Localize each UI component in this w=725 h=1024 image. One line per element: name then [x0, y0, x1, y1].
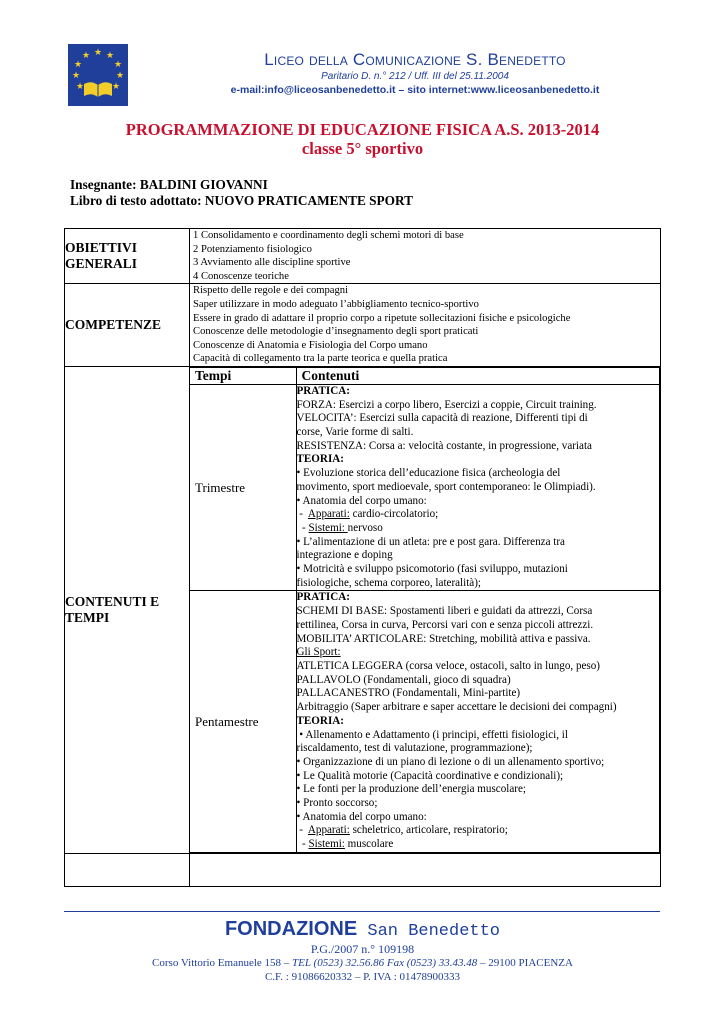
document-title — [60, 120, 665, 158]
textbook-name: Libro di testo adottato: NUOVO PRATICAMENTE SPORT — [70, 193, 414, 208]
teoria-heading: TEORIA: — [296, 453, 344, 466]
contenuti-label-line1: CONTENUTI E — [65, 593, 160, 609]
content-line — [297, 824, 660, 838]
sport-heading: Gli Sport: — [296, 646, 341, 659]
content-line: PALLACANESTRO (Fondamentali, Mini-partite) — [296, 687, 521, 700]
content-line: • Allenamento e Adattamento (i principi, effetti fisiologici, il — [296, 728, 568, 741]
school-logo — [68, 44, 128, 106]
content-line: riscaldamento, test di valutazione, programmazione); — [296, 742, 533, 755]
document-title-line2: classe 5° sportivo — [301, 139, 424, 158]
pentamestre-content — [296, 591, 660, 852]
star-icon: ★ — [74, 59, 83, 69]
apparati-text: cardio-circolatorio; — [349, 508, 439, 521]
footer-pg: P.G./2007 n.° 109198 — [310, 942, 415, 956]
dash: - — [296, 508, 308, 521]
teoria-heading: TEORIA: — [296, 714, 344, 727]
list-item: Saper utilizzare in modo adeguato l’abbigliamento tecnico-sportivo — [193, 298, 479, 310]
content-line: rettilinea, Corsa in curva, Percorsi vari con e senza piccoli attrezzi. — [296, 618, 594, 631]
content-line: • Motricità e sviluppo psicomotorio (fasi sviluppo, mutazioni — [296, 563, 568, 576]
obiettivi-label-line1: OBIETTIVI — [65, 240, 138, 256]
footer-divider — [64, 911, 660, 912]
list-item: 3 Avviamento alle discipline sportive — [193, 257, 351, 269]
obiettivi-label — [65, 229, 190, 284]
list-item: Conoscenze di Anatomia e Fisiologia del Corpo umano — [193, 339, 428, 351]
star-icon: ★ — [94, 47, 103, 57]
contenuti-label — [65, 366, 190, 853]
content-line: ATLETICA LEGGERA (corsa veloce, ostacoli, salto in lungo, peso) — [296, 660, 600, 672]
contenuti-inner-table — [190, 367, 660, 853]
empty-cell — [65, 853, 190, 886]
sistemi-text: nervoso — [347, 521, 383, 534]
document-info — [70, 177, 413, 209]
content-line: • Anatomia del corpo umano: — [296, 494, 427, 507]
address-street: Corso Vittorio Emanuele 158 – — [152, 957, 293, 969]
school-decree: Paritario D. n.° 212 / Uff. III del 25.11.2004 — [321, 71, 509, 82]
table-row-contenuti — [65, 366, 661, 853]
address-city: – 29100 PIACENZA — [477, 957, 573, 969]
period-pentamestre: Pentamestre — [190, 591, 296, 852]
star-icon: ★ — [82, 50, 91, 60]
sistemi-label: Sistemi: — [308, 838, 345, 851]
table-row-pentamestre — [190, 591, 660, 852]
table-row-trimestre — [190, 384, 660, 591]
obiettivi-list — [190, 229, 661, 284]
content-line: Arbitraggio (Saper arbitrare e saper accettare le decisioni dei compagni) — [296, 701, 617, 714]
content-line: • L’alimentazione di un atleta: pre e post gara. Differenza tra — [296, 535, 565, 548]
content-line: movimento, sport medioevale, sport contemporaneo: le Olimpiadi). — [296, 480, 596, 493]
content-line: • Le Qualità motorie (Capacità coordinative e condizionali); — [296, 769, 564, 782]
star-icon: ★ — [116, 70, 125, 80]
dash: - — [296, 824, 308, 837]
sistemi-text: muscolare — [344, 838, 394, 851]
content-line: • Le fonti per la produzione dell’energia muscolare; — [296, 783, 526, 796]
footer-brand — [60, 918, 665, 941]
content-line: • Organizzazione di un piano di lezione o di un allenamento sportivo; — [296, 755, 605, 768]
list-item: 2 Potenziamento fisiologico — [193, 243, 312, 255]
content-line — [297, 508, 660, 522]
contenuti-header-row — [190, 367, 660, 384]
content-line: fisiologiche, schema corporeo, lateralità); — [296, 576, 482, 589]
apparati-text: scheletrico, articolare, respiratorio; — [349, 824, 508, 837]
list-item: 4 Conoscenze teoriche — [193, 270, 289, 282]
table-row-empty — [65, 853, 661, 886]
competenze-list — [190, 284, 661, 367]
star-icon: ★ — [106, 50, 115, 60]
content-line: FORZA: Esercizi a corpo libero, Esercizi a coppie, Circuit training. — [296, 398, 597, 411]
content-line: • Evoluzione storica dell’educazione fisica (archeologia del — [296, 467, 561, 480]
table-row-competenze — [65, 284, 661, 367]
content-line: PALLAVOLO (Fondamentali, gioco di squadra) — [296, 673, 511, 686]
teacher-name: Insegnante: BALDINI GIOVANNI — [70, 177, 268, 192]
list-item: 1 Consolidamento e coordinamento degli schemi motori di base — [193, 230, 464, 241]
period-trimestre: Trimestre — [190, 384, 296, 591]
sistemi-label: Sistemi: — [308, 521, 348, 534]
table-row-obiettivi — [65, 229, 661, 284]
content-line — [297, 522, 660, 536]
star-icon: ★ — [114, 59, 123, 69]
star-icon: ★ — [76, 81, 85, 91]
trimestre-content — [296, 384, 660, 591]
dash: - — [296, 521, 309, 534]
content-line: RESISTENZA: Corsa a: velocità costante, in progressione, variata — [296, 439, 592, 452]
brand-bold: FONDAZIONE — [224, 918, 358, 940]
apparati-label: Apparati: — [307, 824, 350, 837]
content-line: MOBILITA’ ARTICOLARE: Stretching, mobilità attiva e passiva. — [296, 632, 591, 645]
footer-tax-codes: C.F. : 91086620332 – P. IVA : 01478900333 — [264, 971, 461, 983]
dash: - — [296, 838, 309, 851]
star-icon: ★ — [72, 70, 81, 80]
apparati-label: Apparati: — [307, 508, 350, 521]
pratica-heading: PRATICA: — [296, 384, 350, 397]
star-icon: ★ — [112, 81, 121, 91]
col-header-tempi: Tempi — [190, 367, 296, 384]
competenze-label: COMPETENZE — [65, 284, 190, 367]
brand-rest: San Benedetto — [357, 922, 501, 941]
content-line: • Anatomia del corpo umano: — [296, 810, 427, 823]
pratica-heading: PRATICA: — [296, 591, 350, 604]
content-line: SCHEMI DI BASE: Spostamenti liberi e guidati da attrezzi, Corsa — [296, 605, 593, 618]
content-line: • Pronto soccorso; — [296, 797, 378, 810]
content-line: VELOCITA’: Esercizi sulla capacità di reazione, Differenti tipi di — [296, 412, 588, 425]
content-line — [297, 838, 660, 852]
contenuti-label-line2: TEMPI — [65, 609, 110, 625]
school-name: Liceo della Comunicazione S. Benedetto — [264, 50, 566, 69]
school-contacts: e-mail:info@liceosanbenedetto.it – sito internet:www.liceosanbenedetto.it — [230, 84, 600, 96]
col-header-contenuti: Contenuti — [296, 367, 660, 384]
content-line: corse, Varie forme di salti. — [296, 426, 414, 439]
list-item: Essere in grado di adattare il proprio corpo a ripetute sollecitazioni fisiche e psicologiche — [193, 312, 571, 324]
document-title-line1: PROGRAMMAZIONE DI EDUCAZIONE FISICA A.S. 2013-2014 — [125, 120, 600, 139]
open-book-icon — [82, 80, 114, 98]
contenuti-cell — [190, 366, 661, 853]
list-item: Capacità di collegamento tra la parte teorica e quella pratica — [193, 353, 448, 365]
list-item: Conoscenze delle metodologie d’insegnamento degli sport praticati — [193, 326, 479, 338]
empty-cell — [190, 853, 661, 886]
list-item: Rispetto delle regole e dei compagni — [193, 285, 349, 297]
obiettivi-label-line2: GENERALI — [65, 256, 138, 272]
footer-address — [40, 957, 685, 969]
program-table — [64, 228, 661, 887]
address-phone: TEL (0523) 32.56.86 Fax (0523) 33.43.48 — [292, 957, 478, 969]
content-line: integrazione e doping — [296, 549, 393, 562]
